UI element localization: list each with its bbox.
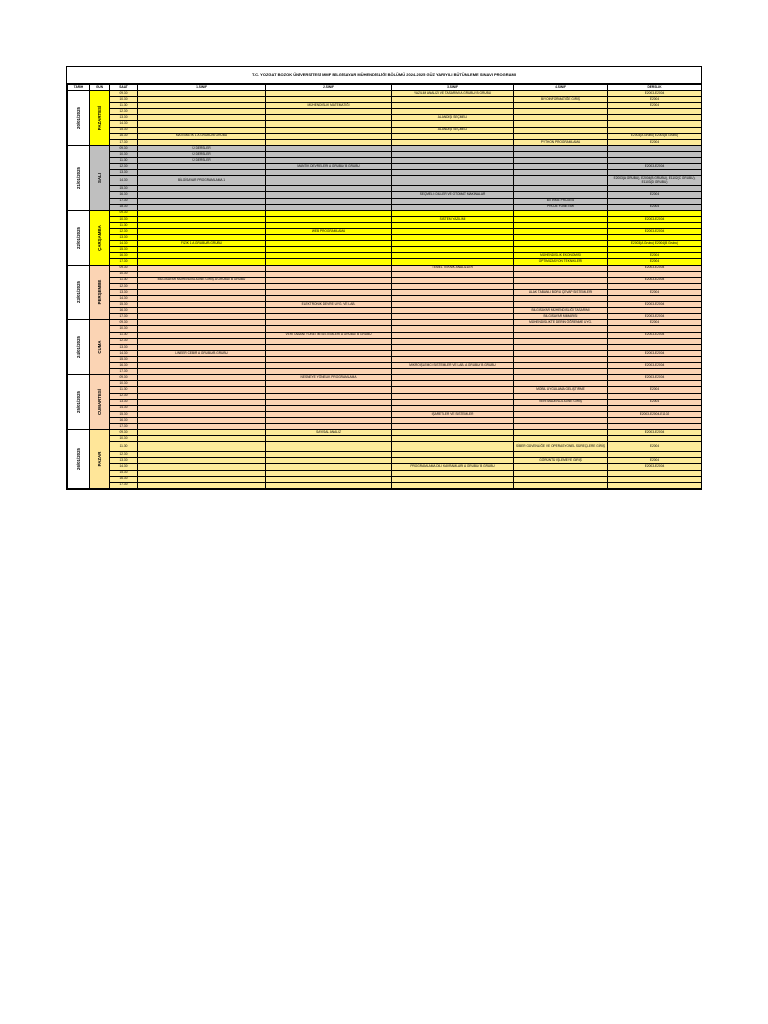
schedule-body bbox=[68, 91, 702, 489]
date-label: 26/01/2025 bbox=[75, 447, 81, 470]
time-cell: 16.30 bbox=[110, 192, 138, 198]
day-label: PAZARTESİ bbox=[96, 105, 102, 131]
time-cell: 11.30 bbox=[110, 277, 138, 283]
classroom-cell: E2003-E2004 bbox=[608, 430, 702, 436]
classroom-cell: E2003-E2004 bbox=[608, 277, 702, 283]
table-row bbox=[68, 482, 702, 488]
time-cell: 17.30 bbox=[110, 198, 138, 204]
classroom-cell: E2003(A Grubu) E2004(B Grubu) bbox=[608, 133, 702, 139]
day-cell bbox=[90, 91, 110, 146]
date-cell bbox=[68, 375, 90, 430]
grade-2-cell bbox=[266, 442, 392, 452]
classroom-cell: E2003(A Grubu) E2004(B Grubu) bbox=[608, 241, 702, 247]
time-cell: 09.30 bbox=[110, 91, 138, 97]
time-cell: 14.30 bbox=[110, 176, 138, 186]
table-row bbox=[68, 442, 702, 452]
grade-1-cell: Ü DERSLER bbox=[138, 151, 266, 157]
classroom-cell: E2004 bbox=[608, 259, 702, 265]
classroom-cell: E2003-E2004 bbox=[608, 464, 702, 470]
grade-4-cell: PYTHON PROGRAMLAMA bbox=[514, 139, 608, 145]
grade-3-cell: TEMEL TEKNİK ANALİZLER bbox=[392, 265, 514, 271]
grade-3-cell bbox=[392, 482, 514, 488]
time-cell: 11.30 bbox=[110, 103, 138, 109]
classroom-cell: E2003-E2004 bbox=[608, 91, 702, 97]
grade-1-cell: BİLGİSAYAR PROGRAMLAMA 1 bbox=[138, 176, 266, 186]
time-cell: 10.30 bbox=[110, 97, 138, 103]
classroom-cell: E2003-E2004 bbox=[608, 314, 702, 320]
day-label: PERŞEMBE bbox=[96, 280, 102, 305]
day-cell bbox=[90, 145, 110, 210]
classroom-cell: E2004 bbox=[608, 289, 702, 295]
classroom-cell bbox=[608, 482, 702, 488]
date-cell bbox=[68, 430, 90, 489]
classroom-cell: E2004 bbox=[608, 387, 702, 393]
time-cell: 12.30 bbox=[110, 164, 138, 170]
time-cell: 09.30 bbox=[110, 375, 138, 381]
grade-2-cell: SAYISAL ANALİZ bbox=[266, 430, 392, 436]
grade-4-cell: VERİ MADENCİLİĞİNE GİRİŞ bbox=[514, 399, 608, 405]
date-cell bbox=[68, 145, 90, 210]
classroom-cell: E2004 bbox=[608, 204, 702, 210]
day-label: CUMARTESİ bbox=[96, 389, 102, 416]
grade-1-cell: MATEMATİK 1 A GRUBU/B GRUBU bbox=[138, 133, 266, 139]
time-cell: 15.30 bbox=[110, 411, 138, 417]
time-cell: 10.30 bbox=[110, 151, 138, 157]
time-cell: 15.30 bbox=[110, 356, 138, 362]
grade-2-cell: MÜHENDİSLİK MATEMATİĞİ bbox=[266, 103, 392, 109]
time-cell: 14.30 bbox=[110, 296, 138, 302]
grade-4-cell: BİLGİSAYAR MÜHENDİSLİĞİ TASARIMI bbox=[514, 308, 608, 314]
header-time: SAAT bbox=[110, 85, 138, 91]
time-cell: 10.30 bbox=[110, 381, 138, 387]
date-label: 20/01/2025 bbox=[75, 106, 81, 129]
date-label: 21/01/2025 bbox=[75, 166, 81, 189]
grade-3-cell: YAZILIM ANALİZİ VE TASARIMI A GRUBU/ B GRUBU bbox=[392, 91, 514, 97]
date-label: 22/01/2025 bbox=[75, 226, 81, 249]
time-cell: 10.30 bbox=[110, 436, 138, 442]
time-cell: 11.30 bbox=[110, 332, 138, 338]
classroom-cell: E2004 bbox=[608, 97, 702, 103]
time-cell: 12.30 bbox=[110, 283, 138, 289]
header-grade-1: 1.SINIF bbox=[138, 85, 266, 91]
grade-2-cell: MANTIK DEVRELERİ A GRUBU/ B GRUBU bbox=[266, 164, 392, 170]
time-cell: 16.30 bbox=[110, 363, 138, 369]
time-cell: 16.30 bbox=[110, 476, 138, 482]
classroom-cell: E2004 bbox=[608, 320, 702, 326]
time-cell: 09.30 bbox=[110, 210, 138, 216]
time-cell: 17.30 bbox=[110, 139, 138, 145]
time-cell: 15.30 bbox=[110, 302, 138, 308]
time-cell: 17.30 bbox=[110, 482, 138, 488]
grade-3-cell: SEÇMELİ: DİLLER VE OTOMAT MAKİNALAR bbox=[392, 192, 514, 198]
grade-4-cell: SİBER GÜVENLİĞE VE OPERASYONEL SÜREÇLERE GİRİŞ bbox=[514, 442, 608, 452]
time-cell: 17.30 bbox=[110, 369, 138, 375]
grade-4-cell: MÜHENDİSLİK EKONOMİSİ bbox=[514, 253, 608, 259]
classroom-cell: E2004 bbox=[608, 139, 702, 145]
grade-4-cell bbox=[514, 176, 608, 186]
classroom-cell: E2003-E2004 bbox=[608, 350, 702, 356]
grade-2-cell: ELEKTRONİK DEVRE UYG. VE LAB. bbox=[266, 302, 392, 308]
grade-4-cell bbox=[514, 482, 608, 488]
time-cell: 12.30 bbox=[110, 228, 138, 234]
day-cell bbox=[90, 210, 110, 265]
time-cell: 12.30 bbox=[110, 393, 138, 399]
grade-3-cell bbox=[392, 176, 514, 186]
classroom-cell: E2003-E2004 bbox=[608, 302, 702, 308]
header-day: GÜN bbox=[90, 85, 110, 91]
time-cell: 09.30 bbox=[110, 430, 138, 436]
date-cell bbox=[68, 91, 90, 146]
header-classroom: DERSLİK bbox=[608, 85, 702, 91]
time-cell: 16.30 bbox=[110, 253, 138, 259]
grade-1-cell: FİZİK 1 A GRUBU/B GRUBU bbox=[138, 241, 266, 247]
classroom-cell: E2004 bbox=[608, 192, 702, 198]
classroom-cell: E2003-E2004-E1102 bbox=[608, 411, 702, 417]
date-label: 25/01/2025 bbox=[75, 391, 81, 414]
classroom-cell: E2003-E2004 bbox=[608, 265, 702, 271]
day-label: ÇARŞAMBA bbox=[96, 224, 102, 251]
grade-2-cell: VERİ TABANI YÖNETİM SİSTEMLERİ A GRUBU/ B GRUBU bbox=[266, 332, 392, 338]
time-cell: 15.30 bbox=[110, 127, 138, 133]
grade-1-cell: BİLGİSAYAR MÜHENDİSLİĞİNE GİRİŞ A GRUBU/ B GRUBU bbox=[138, 277, 266, 283]
schedule-title: T.C. YOZGAT BOZOK ÜNİVERSİTESİ MMF BİLGİSAYAR MÜHENDİSLİĞİ BÖLÜMÜ 2024-2025 GÜZ YARIYILI BÜTÜNLEME SINAVI PROGRAMI bbox=[67, 67, 701, 84]
classroom-cell: E2004 bbox=[608, 399, 702, 405]
day-label: SALI bbox=[96, 172, 102, 183]
header-date: TARİH bbox=[68, 85, 90, 91]
time-cell: 17.30 bbox=[110, 423, 138, 429]
grade-2-cell: WEB PROGRAMLAMA bbox=[266, 228, 392, 234]
time-cell: 17.30 bbox=[110, 259, 138, 265]
time-cell: 09.30 bbox=[110, 320, 138, 326]
grade-2-cell bbox=[266, 482, 392, 488]
grade-1-cell: Ü DERSLER bbox=[138, 158, 266, 164]
time-cell: 12.30 bbox=[110, 109, 138, 115]
time-cell: 13.30 bbox=[110, 458, 138, 464]
time-cell: 13.30 bbox=[110, 344, 138, 350]
time-cell: 15.30 bbox=[110, 186, 138, 192]
grade-4-cell: ULAK TABANLI BORU ÇEVAP SİSTEMLERİ bbox=[514, 289, 608, 295]
grade-4-cell: MÜHENDİSLİKTE DERİN ÖĞRENME UYG. bbox=[514, 320, 608, 326]
schedule-table bbox=[67, 84, 702, 489]
classroom-cell: E2004 bbox=[608, 442, 702, 452]
date-cell bbox=[68, 320, 90, 375]
time-cell: 10.30 bbox=[110, 216, 138, 222]
time-cell: 13.30 bbox=[110, 399, 138, 405]
grade-2-cell: NESNEYE YÖNELİK PROGRAMLAMA bbox=[266, 375, 392, 381]
date-label: 23/01/2025 bbox=[75, 281, 81, 304]
day-cell bbox=[90, 375, 110, 430]
grade-1-cell bbox=[138, 482, 266, 488]
time-cell: 18.30 bbox=[110, 204, 138, 210]
header-grade-4: 4.SINIF bbox=[514, 85, 608, 91]
grade-2-cell bbox=[266, 176, 392, 186]
grade-3-cell: PROGRAMLAMA DİLİ KAVRAMLARI A GRUBU/ B GRUBU bbox=[392, 464, 514, 470]
grade-3-cell: MİKROİŞLEMCİ SİSTEMLER VE LAB. A GRUBU/ B GRUBU bbox=[392, 363, 514, 369]
time-cell: 15.30 bbox=[110, 247, 138, 253]
day-label: PAZAR bbox=[96, 451, 102, 467]
time-cell: 14.30 bbox=[110, 241, 138, 247]
classroom-cell: E2003-E2004 bbox=[608, 332, 702, 338]
exam-schedule-sheet bbox=[66, 66, 702, 490]
classroom-cell: E2003-E2004 bbox=[608, 375, 702, 381]
grade-1-cell: Ü DERSLER bbox=[138, 145, 266, 151]
time-cell: 14.30 bbox=[110, 405, 138, 411]
grade-3-cell: ALANDIŞI SEÇMELİ bbox=[392, 115, 514, 121]
time-cell: 11.30 bbox=[110, 158, 138, 164]
grade-4-cell: BİLGİSAYAR MİMARİSİ bbox=[514, 314, 608, 320]
time-cell: 09.30 bbox=[110, 265, 138, 271]
classroom-cell: E2004 bbox=[608, 458, 702, 464]
classroom-cell: E2003-E2004 bbox=[608, 164, 702, 170]
day-cell bbox=[90, 320, 110, 375]
classroom-cell: E2003(A GRUBU), E2004(B GRUBU), E1102(C GRUBU), E1103(D GRUBU) bbox=[608, 176, 702, 186]
time-cell: 13.30 bbox=[110, 289, 138, 295]
time-cell: 11.30 bbox=[110, 387, 138, 393]
time-cell: 14.30 bbox=[110, 121, 138, 127]
time-cell: 12.30 bbox=[110, 452, 138, 458]
grade-4-cell: GÖRÜNTÜ İŞLEMEYE GİRİŞ bbox=[514, 458, 608, 464]
time-cell: 11.30 bbox=[110, 442, 138, 452]
grade-4-cell: BİYOİNFORMATİĞE GİRİŞ bbox=[514, 97, 608, 103]
grade-4-cell: MOBİL UYGULAMA GELİŞTİRME bbox=[514, 387, 608, 393]
time-cell: 13.30 bbox=[110, 235, 138, 241]
time-cell: 16.30 bbox=[110, 417, 138, 423]
time-cell: 13.30 bbox=[110, 115, 138, 121]
grade-4-cell: PROJE YÖNETİMİ bbox=[514, 204, 608, 210]
time-cell: 16.30 bbox=[110, 308, 138, 314]
classroom-cell: E2004 bbox=[608, 253, 702, 259]
time-cell: 16.30 bbox=[110, 133, 138, 139]
grade-3-cell: SİSTEM YAZILIMI bbox=[392, 216, 514, 222]
header-grade-3: 3.SINIF bbox=[392, 85, 514, 91]
time-cell: 15.30 bbox=[110, 470, 138, 476]
grade-1-cell bbox=[138, 442, 266, 452]
time-cell: 09.30 bbox=[110, 145, 138, 151]
time-cell: 10.30 bbox=[110, 271, 138, 277]
classroom-cell: E2003-E2004 bbox=[608, 228, 702, 234]
time-cell: 10.30 bbox=[110, 326, 138, 332]
grade-3-cell bbox=[392, 442, 514, 452]
date-cell bbox=[68, 265, 90, 320]
table-row bbox=[68, 176, 702, 186]
grade-3-cell: ALANDIŞI SEÇMELİ bbox=[392, 127, 514, 133]
grade-1-cell: LİNEER CEBİR A GRUBU/B GRUBU bbox=[138, 350, 266, 356]
time-cell: 13.30 bbox=[110, 170, 138, 176]
day-cell bbox=[90, 265, 110, 320]
grade-3-cell: İŞARETLER VE SİSTEMLER bbox=[392, 411, 514, 417]
time-cell: 12.30 bbox=[110, 338, 138, 344]
time-cell: 14.30 bbox=[110, 464, 138, 470]
classroom-cell: E2003-E2004 bbox=[608, 363, 702, 369]
day-label: CUMA bbox=[96, 340, 102, 354]
time-cell: 14.30 bbox=[110, 350, 138, 356]
date-cell bbox=[68, 210, 90, 265]
header-grade-2: 2.SINIF bbox=[266, 85, 392, 91]
date-label: 24/01/2025 bbox=[75, 336, 81, 359]
time-cell: 11.30 bbox=[110, 222, 138, 228]
classroom-cell: E2004 bbox=[608, 103, 702, 109]
time-cell: 17.30 bbox=[110, 314, 138, 320]
grade-4-cell: OPTİMİZASYON TEKNİKLERİ bbox=[514, 259, 608, 265]
classroom-cell: E2003-E2004 bbox=[608, 216, 702, 222]
grade-4-cell: BİTİRME PROJESİ bbox=[514, 198, 608, 204]
day-cell bbox=[90, 430, 110, 489]
